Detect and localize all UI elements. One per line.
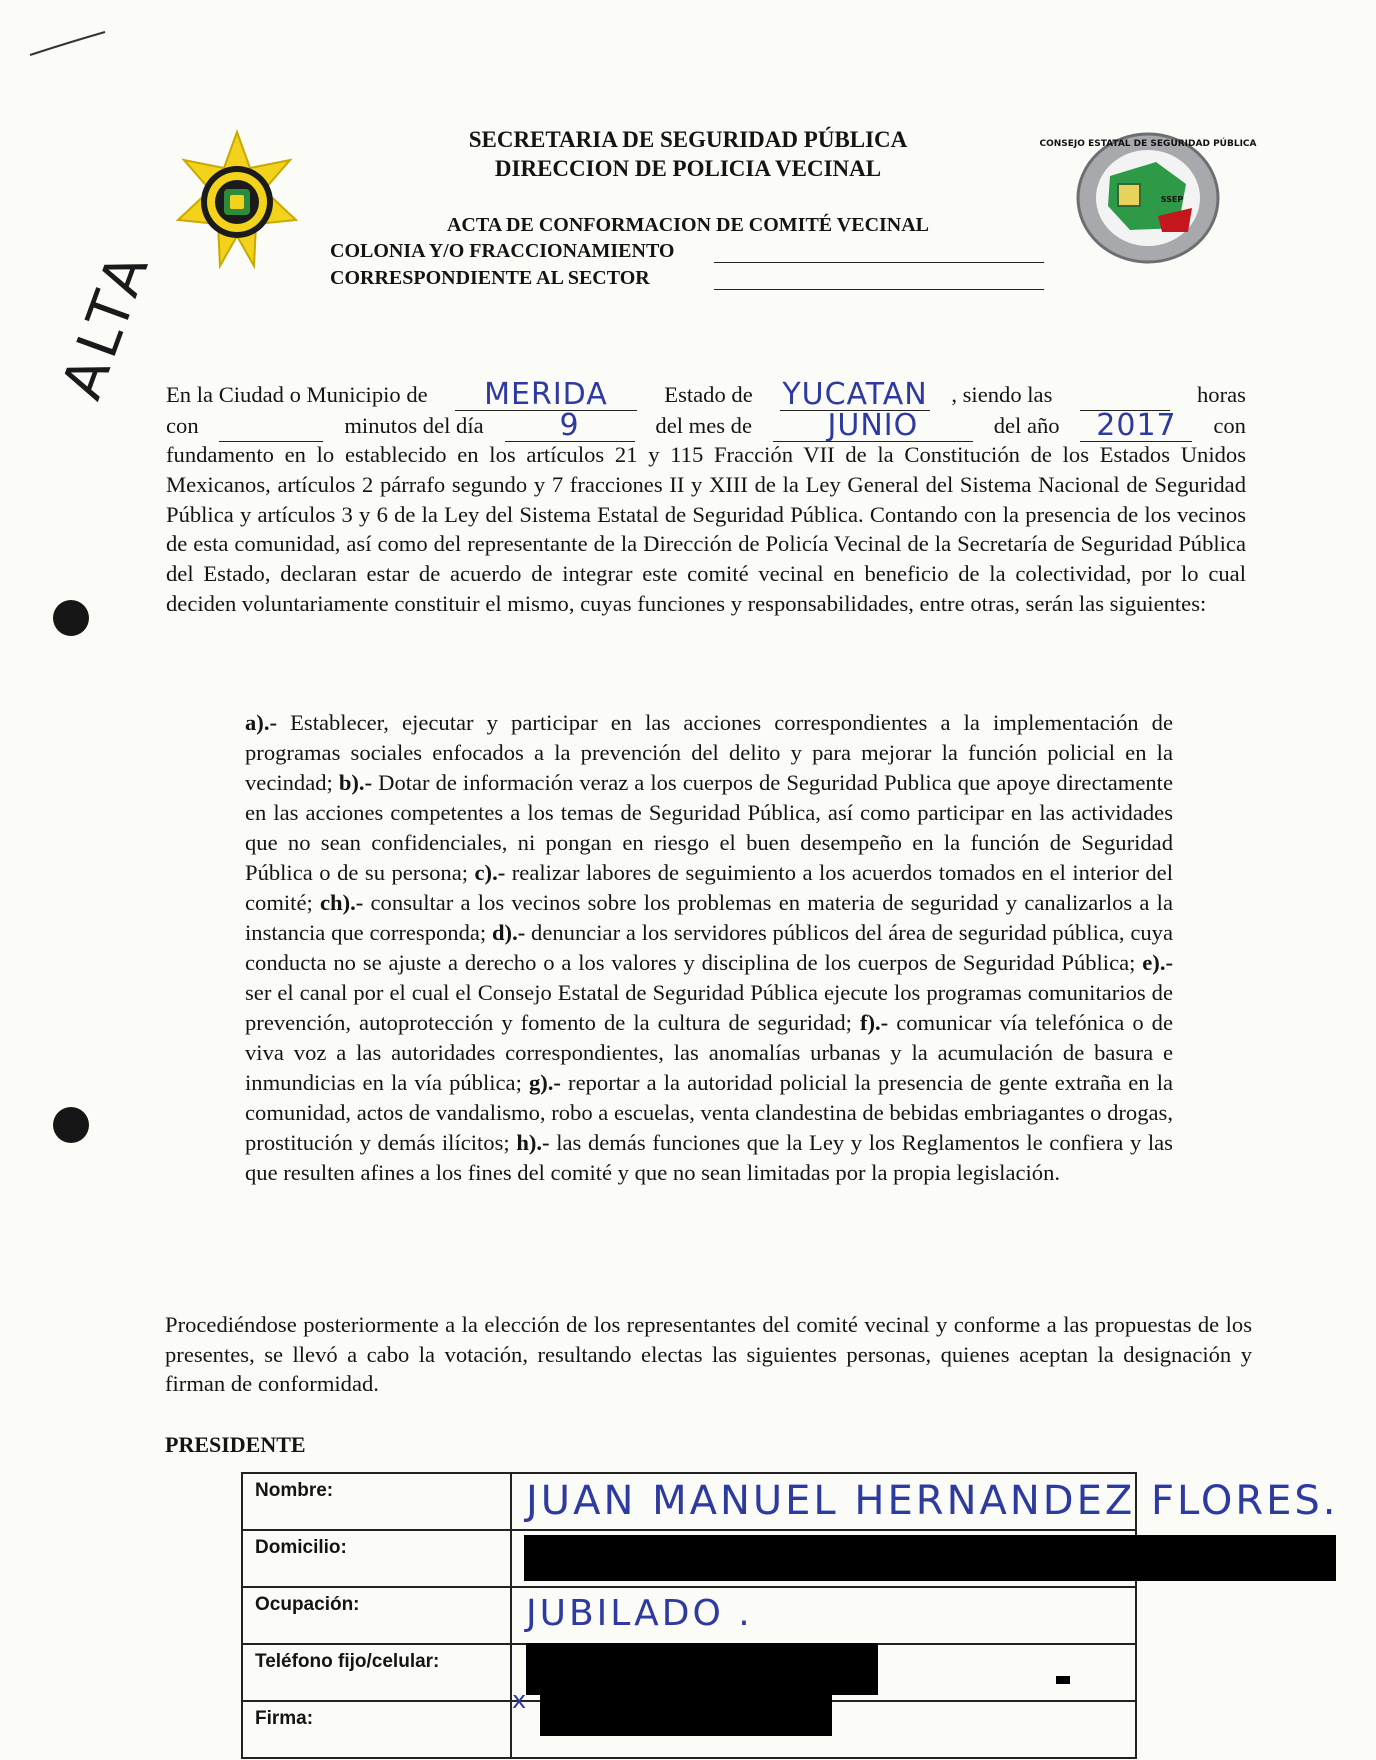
domicilio-redaction <box>524 1535 1336 1581</box>
function-label: a).- <box>245 710 277 735</box>
function-label: c).- <box>474 860 506 885</box>
function-text: ser el canal por el cual el Consejo Estatal de Seguridad Pública ejecute los programas comunitarios de prevención, autoprotección y fomento de la cultura de seguridad; <box>245 980 1173 1035</box>
nombre-handwritten: JUAN MANUEL HERNANDEZ FLORES. <box>526 1478 1339 1524</box>
function-text: realizar labores de seguimiento a los acuerdos tomados en el interior del comité; <box>245 860 1173 915</box>
function-text: las demás funciones que la Ley y los Reglamentos le confiera y las que resulten afines a los fines del comité y que no sean limitadas por la propia legislación. <box>245 1130 1173 1185</box>
minutos-field <box>219 411 323 442</box>
horas-field <box>1080 380 1170 411</box>
functions-paragraph <box>245 708 1173 1188</box>
header-line-1: SECRETARIA DE SEGURIDAD PÚBLICA <box>468 127 908 152</box>
colonia-label: COLONIA Y/O FRACCIONAMIENTO <box>330 240 675 262</box>
ocupacion-label: Ocupación: <box>242 1587 511 1644</box>
closing-paragraph: Procediéndose posteriormente a la elección de los representantes del comité vecinal y conforme a las propuestas de los presentes, se llevó a cabo la votación, resultando electas las siguientes personas, quienes aceptan la designación y firman de conformidad. <box>165 1312 1252 1396</box>
municipio-field: MERIDA <box>455 380 637 411</box>
nombre-label: Nombre: <box>242 1473 511 1530</box>
function-text: Dotar de información veraz a los cuerpos de Seguridad Publica que apoye directamente en las acciones competentes a los temas de Seguridad Pública, así como participar en las actividades que no sean confidenciales, ni pongan en riesgo el buen desempeño en la función de Seguridad Pública o de su persona; <box>245 770 1173 885</box>
function-label: ch).- <box>319 890 364 915</box>
telefono-label: Teléfono fijo/celular: <box>242 1644 511 1701</box>
anio-field: 2017 <box>1080 411 1192 442</box>
sector-label: CORRESPONDIENTE AL SECTOR <box>330 267 650 289</box>
seal-text: CONSEJO ESTATAL DE SEGURIDAD PÚBLICA <box>1039 139 1257 149</box>
ocupacion-handwritten: JUBILADO . <box>526 1593 753 1634</box>
stray-mark <box>1056 1676 1070 1684</box>
dia-field: 9 <box>505 411 635 442</box>
function-text: Establecer, ejecutar y participar en las acciones correspondientes a la implementación de programas sociales enfocados a la prevención del delito y para mejorar la función policial en la vecindad; <box>245 710 1173 795</box>
function-label: f).- <box>859 1010 889 1035</box>
mes-field: JUNIO <box>773 411 973 442</box>
firma-label: Firma: <box>242 1701 511 1758</box>
function-text: consultar a los vecinos sobre los problemas en materia de seguridad y canalizarlos a la instancia que corresponda; <box>245 890 1173 945</box>
firma-redaction <box>540 1690 832 1736</box>
estado-field: YUCATAN <box>780 380 930 411</box>
function-label: e).- <box>1142 950 1173 975</box>
intro-line-1: En la Ciudad o Municipio de MERIDA Estado de YUCATAN , siendo las horas con minutos del día 9 del mes de JUNIO del año 2017 con <box>166 376 1246 443</box>
function-text: reportar a la autoridad policial la presencia de gente extraña en la comunidad, actos de vandalismo, robo a escuelas, venta clandestina de bebidas embriagantes o drogas, prostitución y demás ilícitos; <box>245 1070 1173 1155</box>
colonia-blank <box>714 262 1044 263</box>
sector-blank <box>714 289 1044 290</box>
header-line-2: DIRECCION DE POLICIA VECINAL <box>494 156 882 181</box>
function-label: b).- <box>338 770 373 795</box>
function-label: g).- <box>528 1070 561 1095</box>
domicilio-label: Domicilio: <box>242 1530 511 1587</box>
function-text: denunciar a los servidores públicos del área de seguridad pública, cuya conducta no se ajuste a derecho o a los valores y disciplina de los cuerpos de Seguridad Pública; <box>245 920 1173 975</box>
function-text: comunicar vía telefónica o de viva voz a las autoridades correspondientes, las anomalías urbanas y la acumulación de basura e inmundicias en la vía pública; <box>245 1010 1173 1095</box>
president-heading: PRESIDENTE <box>165 1432 306 1457</box>
intro-paragraph: fundamento en lo establecido en los artículos 21 y 115 Fracción VII de la Constitución de los Estados Unidos Mexicanos, artículos 2 párrafo segundo y 7 fracciones II y XIII de la Ley General del Sistema Nacional de Seguridad Pública y artículos 3 y 6 de la Ley del Sistema Estatal de Seguridad Pública. Contando con la presencia de los vecinos de esta comunidad, así como del representante de la Dirección de Policía Vecinal de la Secretaría de Seguridad Pública del Estado, declaran estar de acuerdo de integrar este comité vecinal en beneficio de la colectividad, por lo cual deciden voluntariamente constituir el mismo, cuyas funciones y responsabilidades, entre otras, serán las siguientes: <box>166 442 1246 616</box>
margin-note-alta: ALTA <box>49 240 164 408</box>
pen-stroke-mark <box>20 20 140 70</box>
act-title: ACTA DE CONFORMACION DE COMITÉ VECINAL <box>446 214 930 236</box>
telefono-redaction <box>526 1643 878 1695</box>
punch-hole-bottom <box>53 1107 89 1143</box>
seal-small-text: SSEP <box>1160 195 1184 204</box>
punch-hole-top <box>53 600 89 636</box>
firma-mark: x <box>512 1686 527 1714</box>
function-label: h).- <box>516 1130 550 1155</box>
function-label: d).- <box>491 920 526 945</box>
